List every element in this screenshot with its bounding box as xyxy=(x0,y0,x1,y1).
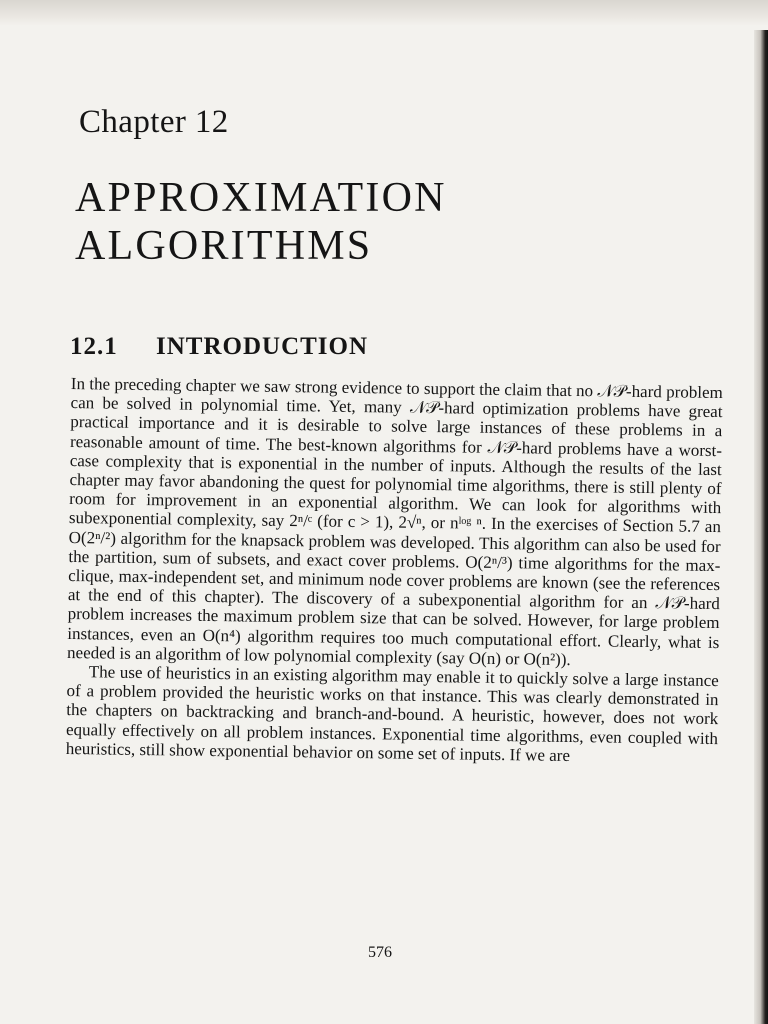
page-top-shadow xyxy=(0,0,768,26)
chapter-title xyxy=(75,174,635,270)
section-number: 12.1 xyxy=(70,333,118,360)
section-heading xyxy=(70,333,368,361)
paragraph-1: In the preceding chapter we saw strong evidence to support the claim that no 𝒩𝒫-hard problem can be solved in polynomial time. Yet, many 𝒩𝒫-hard optimization problems have great practical importance and it is desirable to solve large instances of these problems in a reasonable amount of time. The best-known algorithms for 𝒩𝒫-hard problems have a worst-case complexity that is exponential in the number of inputs. Although the results of the last chapter may favor abandoning the quest for polynomial time algorithms, there is still plenty of room for improvement in an exponential algorithm. We can look for algorithms with subexponential complexity, say 2ⁿ/ᶜ (for c > 1), 2√ⁿ, or nˡᵒᵍ ⁿ. In the exercises of Section 5.7 an O(2ⁿ/²) algorithm for the knapsack problem was developed. This algorithm can also be used for the partition, sum of subsets, and exact cover problems. O(2ⁿ/³) time algorithms for the max-clique, max-independent set, and minimum node cover problems are known (see the references at the end of this chapter). The discovery of a subexponential algorithm for an 𝒩𝒫-hard problem increases the maximum problem size that can be solved. However, for large problem instances, even an O(n⁴) algorithm requires too much computational effort. Clearly, what is needed is an algorithm of low polynomial complexity (say O(n) or O(n²)). xyxy=(66,374,723,669)
chapter-title-line-2: ALGORITHMS xyxy=(75,223,373,269)
page-right-edge-shadow xyxy=(754,30,768,1024)
chapter-title-line-1: APPROXIMATION xyxy=(75,175,447,221)
paragraph-2: The use of heuristics in an existing algorithm may enable it to quickly solve a large instance of a problem provided the heuristic works on that instance. This was clearly demonstrated in the chapters on backtracking and branch-and-bound. A heuristic, however, does not work equally effectively on all problem instances. Exponential time algorithms, even coupled with heuristics, still show exponential behavior on some set of inputs. If we are xyxy=(65,662,719,765)
section-title: INTRODUCTION xyxy=(156,333,369,360)
body-text xyxy=(66,374,723,767)
page-number: 576 xyxy=(368,944,392,961)
chapter-label: Chapter 12 xyxy=(79,104,229,140)
